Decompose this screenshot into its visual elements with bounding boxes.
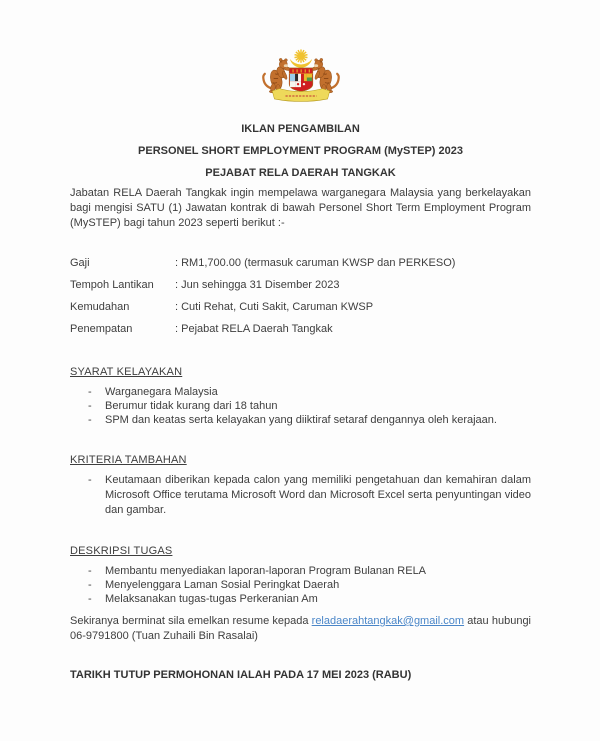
detail-value: : Jun sehingga 31 Disember 2023 — [175, 279, 340, 291]
detail-label: Kemudahan — [70, 301, 130, 313]
intro-paragraph: Jabatan RELA Daerah Tangkak ingin mempelawa warganegara Malaysia yang berkelayakan bagi mengisi SATU (1) Jawatan kontrak di bawah Personel Short Term Employment Program (MySTEP) bagi tahun 2023 seperti berikut :- — [70, 187, 531, 229]
bullet-list — [70, 473, 531, 518]
section-syarat-kelayakan — [70, 365, 531, 427]
bullet-dash: - — [88, 414, 92, 426]
document-title-line3: PEJABAT RELA DAERAH TANGKAK — [205, 167, 396, 179]
list-item — [70, 592, 531, 606]
list-item — [70, 385, 531, 399]
bullet-text: Berumur tidak kurang dari 18 tahun — [105, 400, 278, 412]
bullet-dash: - — [88, 386, 92, 398]
list-item — [70, 578, 531, 592]
section-heading: DESKRIPSI TUGAS — [70, 545, 173, 557]
bullet-dash: - — [88, 565, 92, 577]
detail-row-penempatan — [70, 321, 531, 337]
malaysia-coat-of-arms-icon — [253, 47, 349, 111]
bullet-list — [70, 564, 531, 606]
bullet-dash: - — [88, 474, 92, 486]
bullet-text: Melaksanakan tugas-tugas Perkeranian Am — [105, 593, 318, 605]
email-link[interactable]: reladaerahtangkak@gmail.com — [311, 615, 465, 627]
section-kriteria-tambahan — [70, 453, 531, 518]
list-item — [70, 413, 531, 427]
bullet-text: Warganegara Malaysia — [105, 386, 218, 398]
detail-row-gaji — [70, 255, 531, 271]
crest-container — [70, 0, 531, 112]
detail-value: : Cuti Rehat, Cuti Sakit, Caruman KWSP — [175, 301, 374, 313]
section-heading: KRITERIA TAMBAHAN — [70, 454, 187, 466]
detail-value: : Pejabat RELA Daerah Tangkak — [175, 323, 333, 335]
bullet-text: Membantu menyediakan laporan-laporan Program Bulanan RELA — [105, 565, 427, 577]
section-heading: SYARAT KELAYAKAN — [70, 366, 183, 378]
bullet-text: Keutamaan diberikan kepada calon yang memiliki pengetahuan dan kemahiran dalam Microsoft Office terutama Microsoft Word dan Microsoft Excel serta penyuntingan video dan gambar. — [105, 474, 531, 516]
detail-label: Gaji — [70, 257, 90, 269]
bullet-dash: - — [88, 593, 92, 605]
document-title-line1: IKLAN PENGAMBILAN — [241, 123, 360, 135]
details-table — [70, 255, 531, 337]
list-item — [70, 564, 531, 578]
list-item — [70, 473, 531, 518]
detail-row-tempoh-lantikan — [70, 277, 531, 293]
detail-label: Penempatan — [70, 323, 133, 335]
section-deskripsi-tugas — [70, 544, 531, 606]
contact-paragraph — [70, 614, 531, 644]
bullet-list — [70, 385, 531, 427]
detail-row-kemudahan — [70, 299, 531, 315]
document-title-line2: PERSONEL SHORT EMPLOYMENT PROGRAM (MySTEP) 2023 — [138, 145, 463, 157]
bullet-dash: - — [88, 579, 92, 591]
detail-value: : RM1,700.00 (termasuk caruman KWSP dan PERKESO) — [175, 257, 456, 269]
bullet-dash: - — [88, 400, 92, 412]
bullet-text: SPM dan keatas serta kelayakan yang diiktiraf setaraf dengannya oleh kerajaan. — [105, 414, 497, 426]
bullet-text: Menyelenggara Laman Sosial Peringkat Daerah — [105, 579, 340, 591]
list-item — [70, 399, 531, 413]
deadline-text: TARIKH TUTUP PERMOHONAN IALAH PADA 17 MEI 2023 (RABU) — [70, 669, 412, 681]
contact-text-before: Sekiranya berminat sila emelkan resume kepada — [70, 615, 312, 627]
detail-label: Tempoh Lantikan — [70, 279, 154, 291]
contact-text-after: atau hubungi 06-9791800 (Tuan Zuhaili Bin Rasalai) — [70, 615, 531, 642]
